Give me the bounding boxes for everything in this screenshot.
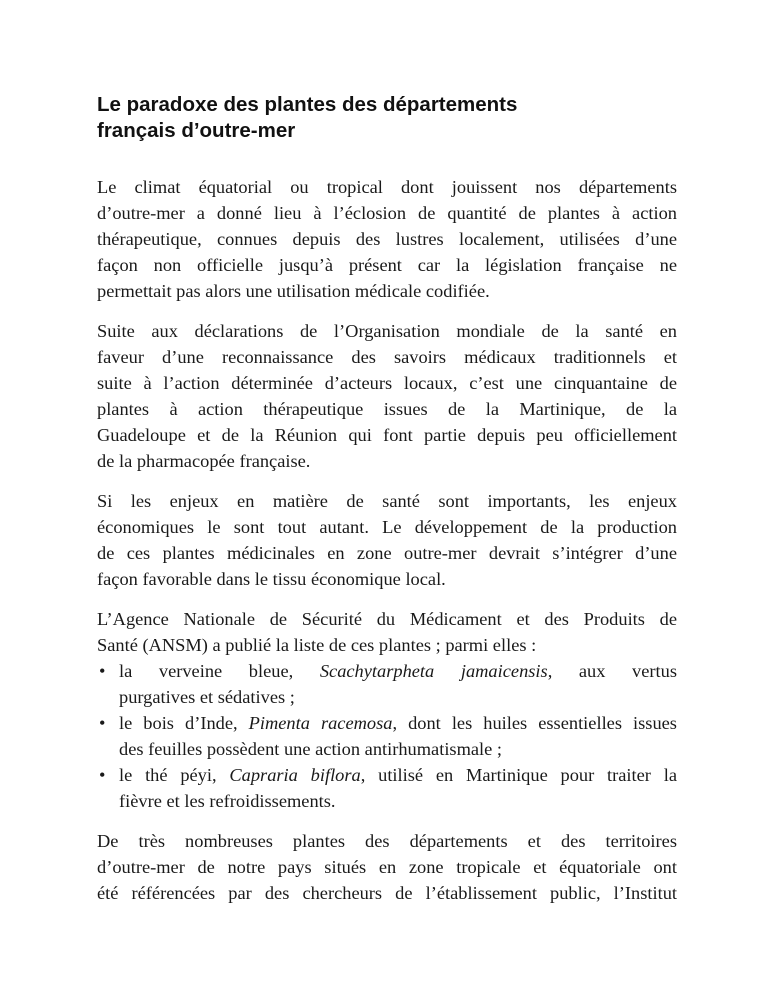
paragraph-ansm (97, 606, 677, 658)
list-item (97, 658, 677, 710)
text-line: le bois d’Inde, Pimenta racemosa, dont les huiles essentielles issues (119, 713, 677, 733)
text-line: L’Agence Nationale de Sécurité du Médicament et des Produits de (97, 609, 677, 629)
text-line: la verveine bleue, Scachytarpheta jamaicensis, aux vertus (119, 661, 678, 681)
text-line: Suite aux déclarations de l’Organisation mondiale de la santé en (97, 321, 677, 341)
text-line: de la pharmacopée française. (97, 451, 311, 471)
paragraph-research (97, 828, 677, 906)
text-line: suite à l’action déterminée d’acteurs locaux, c’est une cinquantaine de (97, 373, 677, 393)
paragraph-climate (97, 174, 677, 304)
text-line: Si les enjeux en matière de santé sont importants, les enjeux (97, 491, 677, 511)
bullet-icon: • (99, 765, 106, 785)
text-line: De très nombreuses plantes des départements et des territoires (97, 831, 677, 851)
plant-list (97, 658, 677, 814)
latin-name: Capraria biflora (229, 765, 361, 785)
text-line: de ces plantes médicinales en zone outre-mer devrait s’intégrer d’une (97, 543, 677, 563)
text-line: d’outre-mer de notre pays situés en zone tropicale et équatoriale ont (97, 857, 677, 877)
text-line: économiques le sont tout autant. Le développement de la production (97, 517, 677, 537)
text-line: Le climat équatorial ou tropical dont jouissent nos départements (97, 177, 677, 197)
text-line: faveur d’une reconnaissance des savoirs médicaux traditionnels et (97, 347, 677, 367)
list-item (97, 710, 677, 762)
text-line: façon non officielle jusqu’à présent car la législation française ne (97, 255, 677, 275)
text-line: fièvre et les refroidissements. (119, 791, 336, 811)
article-title-line-2: français d’outre-mer (97, 119, 296, 142)
text-line: Santé (ANSM) a publié la liste de ces plantes ; parmi elles : (97, 635, 537, 655)
text-line: purgatives et sédatives ; (119, 687, 295, 707)
text-line: Guadeloupe et de la Réunion qui font partie depuis peu officiellement (97, 425, 677, 445)
text-line: des feuilles possèdent une action antirhumatismale ; (119, 739, 503, 759)
latin-name: Scachytarpheta jamaicensis (319, 661, 548, 681)
list-item (97, 762, 677, 814)
bullet-icon: • (99, 661, 106, 681)
bullet-icon: • (99, 713, 106, 733)
text-line: plantes à action thérapeutique issues de la Martinique, de la (97, 399, 677, 419)
paragraph-oms (97, 318, 677, 474)
latin-name: Pimenta racemosa (248, 713, 393, 733)
article-title-line-1: Le paradoxe des plantes des départements (97, 93, 518, 116)
article-title (97, 92, 677, 144)
text-line: permettait pas alors une utilisation médicale codifiée. (97, 281, 490, 301)
paragraph-enjeux (97, 488, 677, 592)
text-line: thérapeutique, connues depuis des lustres localement, utilisées d’une (97, 229, 677, 249)
text-line: été référencées par des chercheurs de l’établissement public, l’Institut (97, 883, 677, 903)
text-line: d’outre-mer a donné lieu à l’éclosion de quantité de plantes à action (97, 203, 677, 223)
text-line: le thé péyi, Capraria biflora, utilisé en Martinique pour traiter la (119, 765, 678, 785)
document-page (97, 92, 677, 920)
text-line: façon favorable dans le tissu économique local. (97, 569, 446, 589)
